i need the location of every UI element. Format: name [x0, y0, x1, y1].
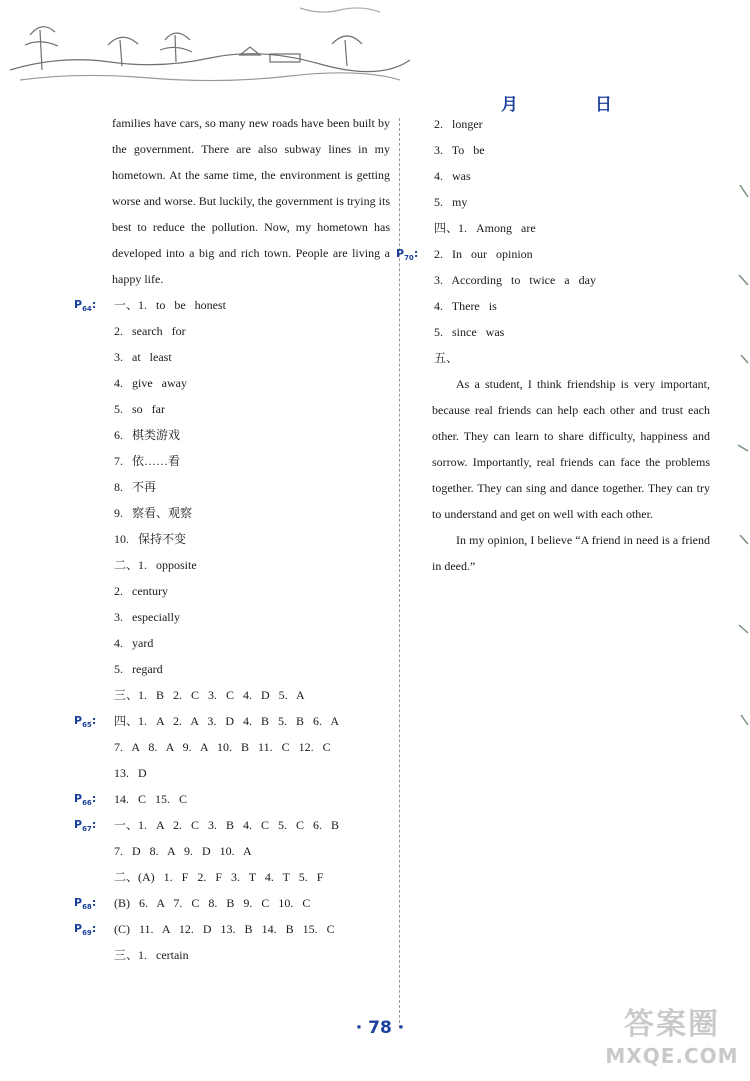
page-reference-marker: $P_{70}$:	[396, 247, 419, 263]
answer-line	[432, 345, 710, 371]
answer-line	[112, 500, 390, 526]
answer-text: 2. In our opinion	[434, 247, 533, 261]
answer-text: (B) 6. A 7. C 8. B 9. C 10. C	[114, 896, 311, 910]
answer-text: 5. since was	[434, 325, 505, 339]
answer-text: 一、1. A 2. C 3. B 4. C 5. C 6. B	[114, 818, 340, 832]
answer-text: 8. 不再	[114, 480, 157, 494]
answer-line	[432, 189, 710, 215]
answer-text: 3. According to twice a day	[434, 273, 596, 287]
page-reference-marker: $P_{68}$:	[74, 896, 97, 912]
answer-line	[432, 215, 710, 241]
answer-text: 5. so far	[114, 402, 165, 416]
answer-line	[112, 682, 390, 708]
watermark-url: MXQE.COM	[605, 1044, 739, 1068]
answer-text: 7. A 8. A 9. A 10. B 11. C 12. C	[114, 740, 331, 754]
answer-text: 3. especially	[114, 610, 180, 624]
answer-text: 3. To be	[434, 143, 485, 157]
answer-text: 2. search for	[114, 324, 186, 338]
answer-text: 四、1. A 2. A 3. D 4. B 5. B 6. A	[114, 714, 340, 728]
answer-line	[432, 267, 710, 293]
hometown-paragraph: families have cars, so many new roads have been built by the government. There are also subway lines in my hometown. At the same time, the environment is getting worse and worse. But luckily, the government is trying its best to reduce the pollution. Now, my hometown has developed into a big and rich town. People are living a happy life.	[112, 116, 390, 286]
page-reference-marker: $P_{65}$:	[74, 714, 97, 730]
answer-text: 5. regard	[114, 662, 163, 676]
answer-line	[74, 812, 390, 838]
month-label: 月	[501, 95, 518, 115]
page-number: · 78 ·	[355, 1018, 405, 1038]
answer-line	[112, 838, 390, 864]
answer-text: 4. was	[434, 169, 471, 183]
watermark	[602, 1005, 742, 1075]
answer-text: 10. 保持不变	[114, 532, 187, 546]
answer-text: 四、1. Among are	[434, 221, 536, 235]
answer-text: 4. give away	[114, 376, 187, 390]
page-reference-marker: $P_{66}$:	[74, 792, 97, 808]
answer-line	[112, 526, 390, 552]
answer-line	[112, 448, 390, 474]
answer-text: 6. 棋类游戏	[114, 428, 181, 442]
answer-line	[112, 760, 390, 786]
answer-line	[432, 137, 710, 163]
friendship-essay-paragraph-2: In my opinion, I believe “A friend in need is a friend in deed.”	[432, 533, 710, 573]
page-reference-marker: $P_{69}$:	[74, 922, 97, 938]
answer-line	[112, 396, 390, 422]
answer-text: 7. D 8. A 9. D 10. A	[114, 844, 252, 858]
answer-line	[74, 292, 390, 318]
answer-text: 4. yard	[114, 636, 154, 650]
answer-line	[112, 578, 390, 604]
watermark-text: 答案圈	[624, 1007, 720, 1042]
answer-line	[112, 734, 390, 760]
answer-line	[112, 656, 390, 682]
answer-line	[112, 474, 390, 500]
answer-line	[112, 552, 390, 578]
landscape-sketch-illustration	[0, 0, 420, 95]
answer-line	[112, 422, 390, 448]
answer-text: 2. century	[114, 584, 168, 598]
answer-text: 一、1. to be honest	[114, 298, 226, 312]
answer-line	[432, 319, 710, 345]
answer-text: 5. my	[434, 195, 468, 209]
answer-text: 2. longer	[434, 117, 483, 131]
answer-line	[74, 916, 390, 942]
answer-text: 9. 察看、观察	[114, 506, 193, 520]
answer-line	[396, 241, 710, 267]
answer-line	[432, 163, 710, 189]
date-header	[498, 90, 618, 115]
answer-text: 三、1. B 2. C 3. C 4. D 5. A	[114, 688, 305, 702]
answer-line	[112, 318, 390, 344]
answer-line	[112, 370, 390, 396]
friendship-essay-paragraph-1: As a student, I think friendship is very important, because real friends can help each other and trust each other. They can learn to share difficulty, happiness and sorrow. Importantly, real friends can face the problems together. They can sing and dance together. They can try to understand and get on well with each other.	[432, 377, 710, 521]
answer-line	[112, 942, 390, 968]
right-column	[396, 111, 710, 579]
page-edge-texture	[738, 185, 750, 805]
answer-text: 3. at least	[114, 350, 172, 364]
day-label: 日	[595, 95, 612, 115]
answer-text: 二、1. opposite	[114, 558, 197, 572]
answer-text: 三、1. certain	[114, 948, 189, 962]
answer-line	[432, 111, 710, 137]
answer-line	[432, 293, 710, 319]
answer-line	[74, 708, 390, 734]
answer-line	[112, 344, 390, 370]
page-reference-marker: $P_{64}$:	[74, 298, 97, 314]
answer-line	[112, 604, 390, 630]
answer-line	[112, 630, 390, 656]
answer-line	[112, 864, 390, 890]
left-column	[74, 110, 390, 968]
left-answer-list	[74, 292, 390, 968]
answer-text: 4. There is	[434, 299, 497, 313]
right-answer-list	[396, 111, 710, 371]
answer-text: 五、	[434, 351, 459, 365]
answer-text: 7. 依……看	[114, 454, 181, 468]
answer-line	[74, 890, 390, 916]
answer-line	[74, 786, 390, 812]
answer-text: (C) 11. A 12. D 13. B 14. B 15. C	[114, 922, 335, 936]
answer-text: 13. D	[114, 766, 147, 780]
answer-text: 14. C 15. C	[114, 792, 188, 806]
answer-text: 二、(A) 1. F 2. F 3. T 4. T 5. F	[114, 870, 324, 884]
page-reference-marker: $P_{67}$:	[74, 818, 97, 834]
